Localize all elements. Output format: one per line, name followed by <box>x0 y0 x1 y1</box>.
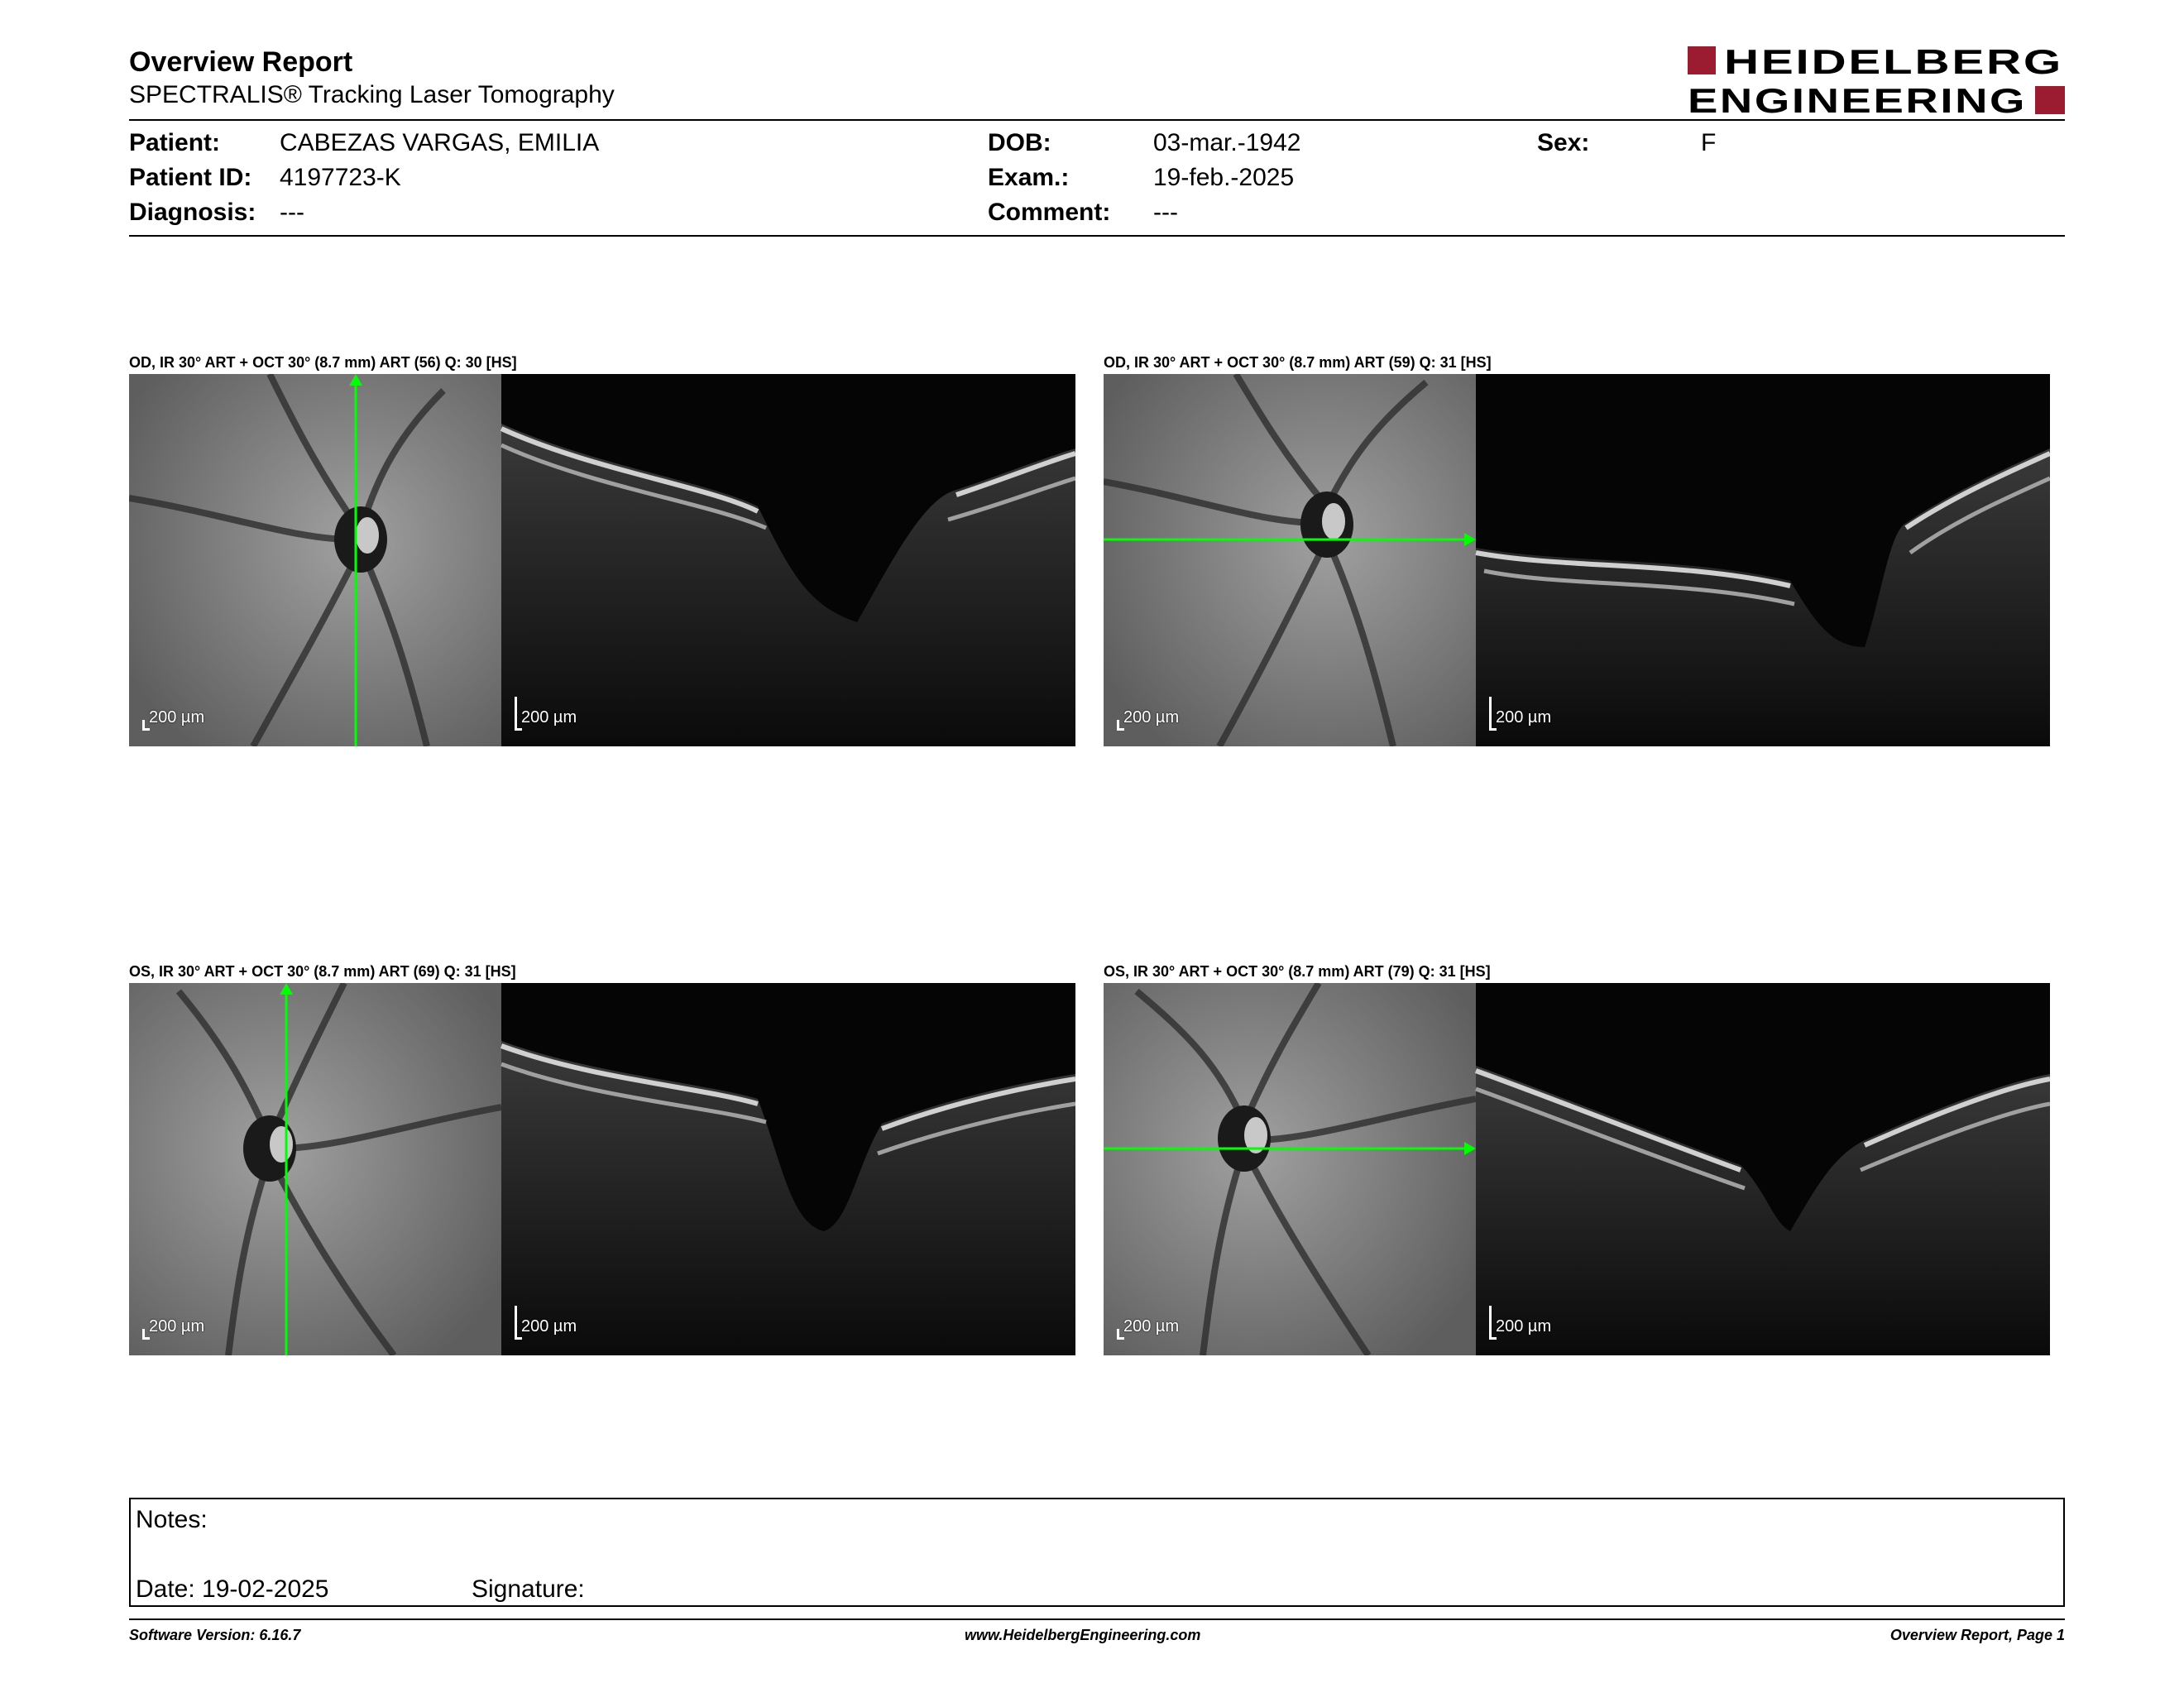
comment-value: --- <box>1153 199 1178 226</box>
patient-label: Patient: <box>129 129 221 156</box>
scan-image-od-vertical <box>129 374 1075 746</box>
notes-label: Notes: <box>136 1506 208 1533</box>
footer-divider <box>129 1618 2065 1620</box>
scale-label-fundus: 200 µm <box>1123 708 1180 727</box>
scan-image-os-vertical <box>129 983 1075 1355</box>
date-label: Date: 19-02-2025 <box>136 1575 329 1603</box>
scan-panel-os-horizontal[interactable] <box>1104 983 2050 1355</box>
sex-label: Sex: <box>1537 129 1590 156</box>
report-subtitle: SPECTRALIS® Tracking Laser Tomography <box>129 81 615 108</box>
comment-label: Comment: <box>988 199 1111 226</box>
dob-label: DOB: <box>988 129 1051 156</box>
patient-name: CABEZAS VARGAS, EMILIA <box>280 129 600 156</box>
scan-title-os-horizontal: OS, IR 30° ART + OCT 30° (8.7 mm) ART (79) Q: 31 [HS] <box>1104 963 1491 980</box>
patient-id-label: Patient ID: <box>129 164 252 191</box>
scan-title-od-horizontal: OD, IR 30° ART + OCT 30° (8.7 mm) ART (59) Q: 31 [HS] <box>1104 354 1492 371</box>
scan-panel-od-vertical[interactable] <box>129 374 1075 746</box>
exam-value: 19-feb.-2025 <box>1153 164 1295 191</box>
scan-image-od-horizontal <box>1104 374 2050 746</box>
patient-id: 4197723-K <box>280 164 401 191</box>
scale-label-oct: 200 µm <box>1496 1317 1552 1336</box>
page-indicator: Overview Report, Page 1 <box>1889 1627 2065 1643</box>
patient-divider <box>129 235 2065 237</box>
scale-label-fundus: 200 µm <box>1123 1317 1180 1336</box>
software-version: Software Version: 6.16.7 <box>129 1627 301 1643</box>
scan-image-os-horizontal <box>1104 983 2050 1355</box>
scale-label-fundus: 200 µm <box>149 708 205 727</box>
scale-label-oct: 200 µm <box>521 708 577 727</box>
diagnosis-label: Diagnosis: <box>129 199 256 226</box>
scan-title-od-vertical: OD, IR 30° ART + OCT 30° (8.7 mm) ART (56) Q: 30 [HS] <box>129 354 517 371</box>
heidelberg-logo <box>1688 43 2065 117</box>
scale-label-fundus: 200 µm <box>149 1317 205 1336</box>
logo-line2: ENGINEERING <box>1688 81 2027 117</box>
scan-panel-os-vertical[interactable] <box>129 983 1075 1355</box>
exam-label: Exam.: <box>988 164 1070 191</box>
diagnosis-value: --- <box>280 199 304 226</box>
scan-panel-od-horizontal[interactable] <box>1104 374 2050 746</box>
sex-value: F <box>1701 129 1717 156</box>
signature-label: Signature: <box>472 1575 585 1603</box>
report-title: Overview Report <box>129 46 353 78</box>
header-divider <box>129 119 2065 121</box>
website-link[interactable]: www.HeidelbergEngineering.com <box>965 1627 1201 1643</box>
logo-line1: HEIDELBERG <box>1724 43 2063 81</box>
notes-box[interactable] <box>129 1498 2065 1607</box>
dob-value: 03-mar.-1942 <box>1153 129 1301 156</box>
scan-title-os-vertical: OS, IR 30° ART + OCT 30° (8.7 mm) ART (69) Q: 31 [HS] <box>129 963 516 980</box>
scale-label-oct: 200 µm <box>1496 708 1552 727</box>
scale-label-oct: 200 µm <box>521 1317 577 1336</box>
